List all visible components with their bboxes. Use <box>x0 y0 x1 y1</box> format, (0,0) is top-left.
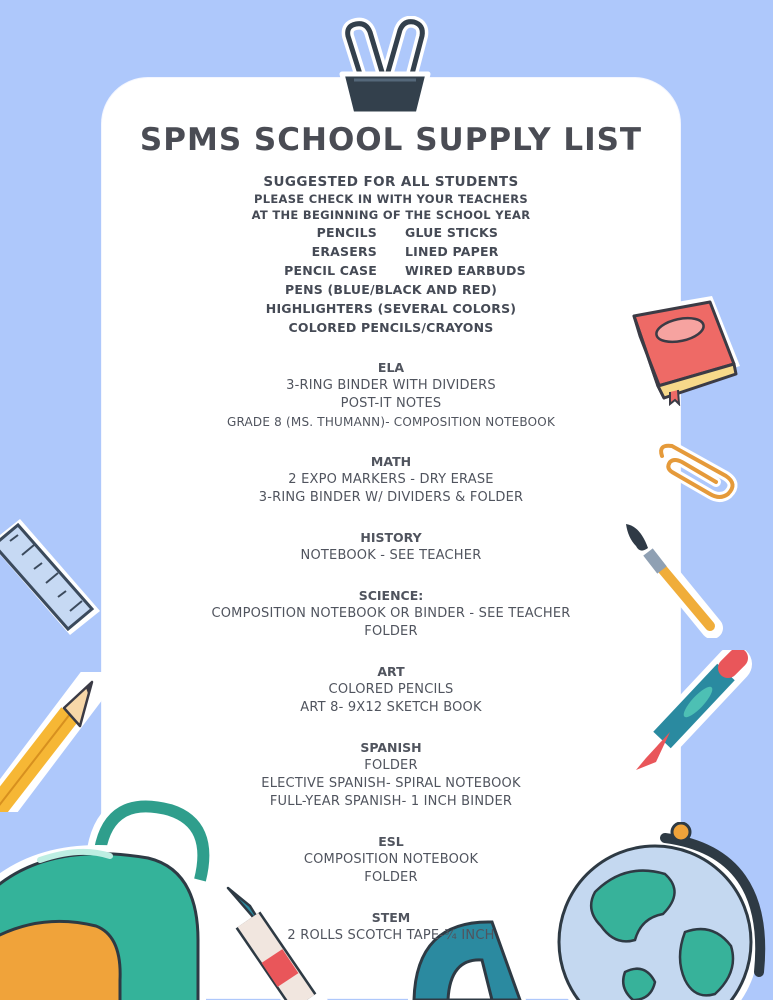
supply-item: 2 ROLLS SCOTCH TAPE-¾ INCH <box>287 928 495 943</box>
section-heading: HISTORY <box>360 530 422 545</box>
supply-item: COMPOSITION NOTEBOOK OR BINDER - SEE TEACHER <box>211 606 571 621</box>
supply-item: ELECTIVE SPANISH- SPIRAL NOTEBOOK <box>261 776 521 791</box>
ruler-icon <box>0 515 104 640</box>
supply-item: 3-RING BINDER W/ DIVIDERS & FOLDER <box>258 490 524 505</box>
supply-item: ART 8- 9X12 SKETCH BOOK <box>300 700 482 715</box>
supply-item: FOLDER <box>364 870 418 885</box>
supply-item: COLORED PENCILS/CRAYONS <box>288 320 494 335</box>
section-esl <box>102 832 680 887</box>
supply-item: COMPOSITION NOTEBOOK <box>303 852 479 867</box>
supply-item: GRADE 8 (MS. THUMANN)- COMPOSITION NOTEBOOK <box>226 415 556 429</box>
teacher-note-line-1: PLEASE CHECK IN WITH YOUR TEACHERS <box>253 192 529 206</box>
section-stem <box>102 908 680 945</box>
section-heading: ESL <box>378 834 404 849</box>
teacher-note-line-2: AT THE BEGINNING OF THE SCHOOL YEAR <box>251 208 531 222</box>
supply-item: ERASERS <box>311 244 377 259</box>
supply-item: LINED PAPER <box>405 244 499 259</box>
binder-clip-icon <box>330 16 440 121</box>
section-heading: ELA <box>377 360 405 375</box>
general-heading: SUGGESTED FOR ALL STUDENTS <box>263 174 519 190</box>
section-heading: ART <box>377 664 405 679</box>
supply-item: PENS (BLUE/BLACK AND RED) <box>284 282 498 297</box>
section-math <box>102 452 680 507</box>
supply-item: FULL-YEAR SPANISH- 1 INCH BINDER <box>269 794 513 809</box>
section-science <box>102 586 680 641</box>
supply-item: FOLDER <box>364 758 418 773</box>
supply-item: GLUE STICKS <box>405 225 499 240</box>
section-heading: MATH <box>370 454 412 469</box>
supply-item: FOLDER <box>364 624 418 639</box>
supply-pair-row <box>102 223 680 242</box>
section-art <box>102 662 680 717</box>
section-ela <box>102 358 680 431</box>
supply-pair-row <box>102 261 680 280</box>
supply-item: NOTEBOOK - SEE TEACHER <box>300 548 482 563</box>
supply-item: COLORED PENCILS <box>328 682 454 697</box>
supply-item: HIGHLIGHTERS (SEVERAL COLORS) <box>265 301 517 316</box>
supply-item: PENCILS <box>316 225 377 240</box>
supply-item: 2 EXPO MARKERS - DRY ERASE <box>288 472 494 487</box>
pencil-icon <box>0 672 102 812</box>
supply-item: 3-RING BINDER WITH DIVIDERS <box>286 378 496 393</box>
general-supplies <box>102 174 680 337</box>
section-heading: SCIENCE: <box>358 588 424 603</box>
supply-list <box>102 110 680 945</box>
page-title: SPMS SCHOOL SUPPLY LIST <box>139 122 643 158</box>
section-history <box>102 528 680 565</box>
supply-item: POST-IT NOTES <box>340 396 442 411</box>
section-heading: STEM <box>371 910 411 925</box>
supply-pair-row <box>102 242 680 261</box>
supply-item: PENCIL CASE <box>284 263 377 278</box>
supply-item: WIRED EARBUDS <box>405 263 526 278</box>
section-spanish <box>102 738 680 811</box>
section-heading: SPANISH <box>360 740 422 755</box>
